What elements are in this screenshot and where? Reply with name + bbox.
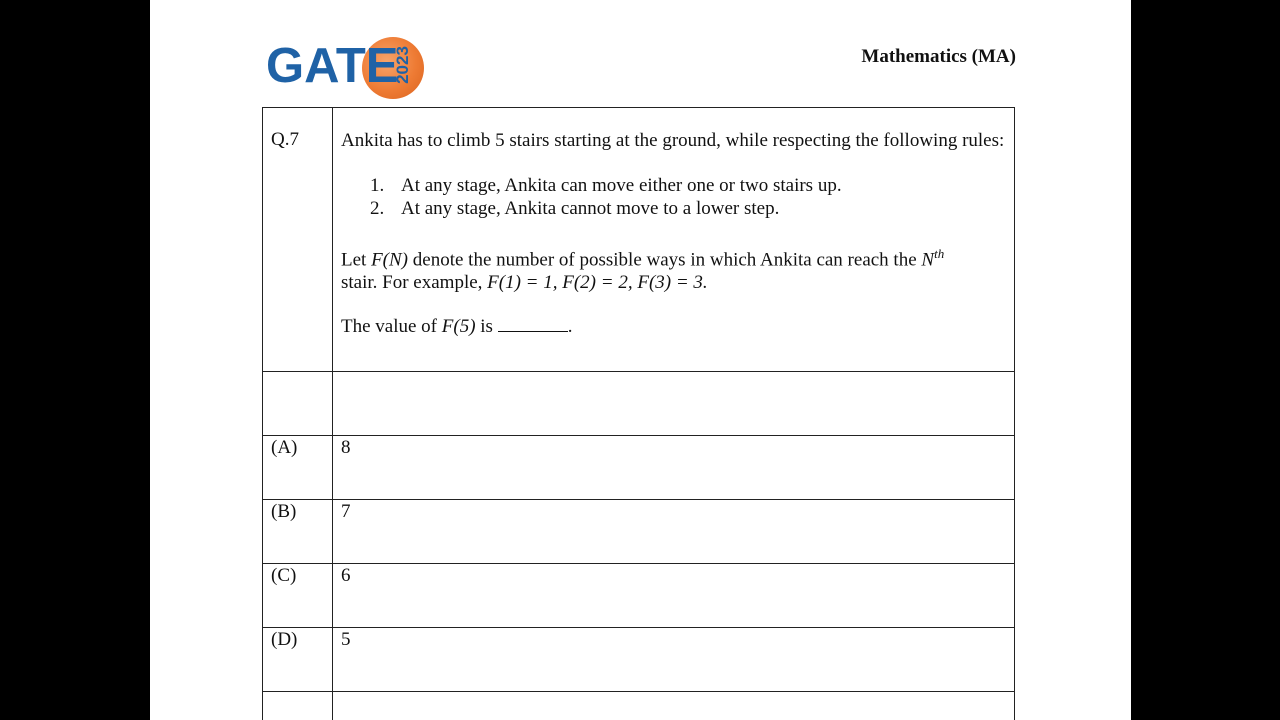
rule-item (341, 197, 1006, 220)
question-number: Q.7 (271, 129, 299, 150)
document-page (150, 0, 1131, 720)
question-table (262, 107, 1015, 720)
question-row (263, 108, 1015, 372)
rule-text: At any stage, Ankita cannot move to a lower step. (401, 198, 780, 219)
option-label: (D) (271, 629, 298, 650)
option-value: 6 (341, 565, 351, 586)
subject-title: Mathematics (MA) (861, 46, 1016, 67)
option-label: (B) (271, 501, 297, 522)
rules-list (341, 174, 1006, 220)
option-label: (C) (271, 565, 297, 586)
rule-number: 2. (370, 198, 385, 219)
question-prompt: The value of F(5) is . (341, 316, 573, 338)
trailing-row (263, 692, 1015, 720)
definition-example: stair. For example, F(1) = 1, F(2) = 2, F(3) = 3. (341, 272, 708, 294)
option-value: 8 (341, 437, 351, 458)
question-text-cell (333, 108, 1015, 372)
question-number-cell (263, 108, 333, 372)
option-value: 5 (341, 629, 351, 650)
logo-text: GATE (266, 39, 399, 93)
option-row (263, 500, 1015, 564)
option-value: 7 (341, 501, 351, 522)
option-row (263, 436, 1015, 500)
option-row (263, 564, 1015, 628)
definition-text: Let F(N) denote the number of possible ways in which Ankita can reach the $N^{th}$ (341, 246, 945, 271)
blank-row (263, 372, 1015, 436)
answer-blank (498, 314, 568, 332)
gate-logo (266, 34, 436, 100)
option-row (263, 628, 1015, 692)
rule-text: At any stage, Ankita can move either one or two stairs up. (401, 175, 842, 196)
rule-item (341, 174, 1006, 197)
option-label: (A) (271, 437, 298, 458)
logo-year: 2023 (393, 46, 412, 84)
rule-number: 1. (370, 175, 385, 196)
question-intro: Ankita has to climb 5 stairs starting at the ground, while respecting the following rules: (341, 130, 1005, 151)
